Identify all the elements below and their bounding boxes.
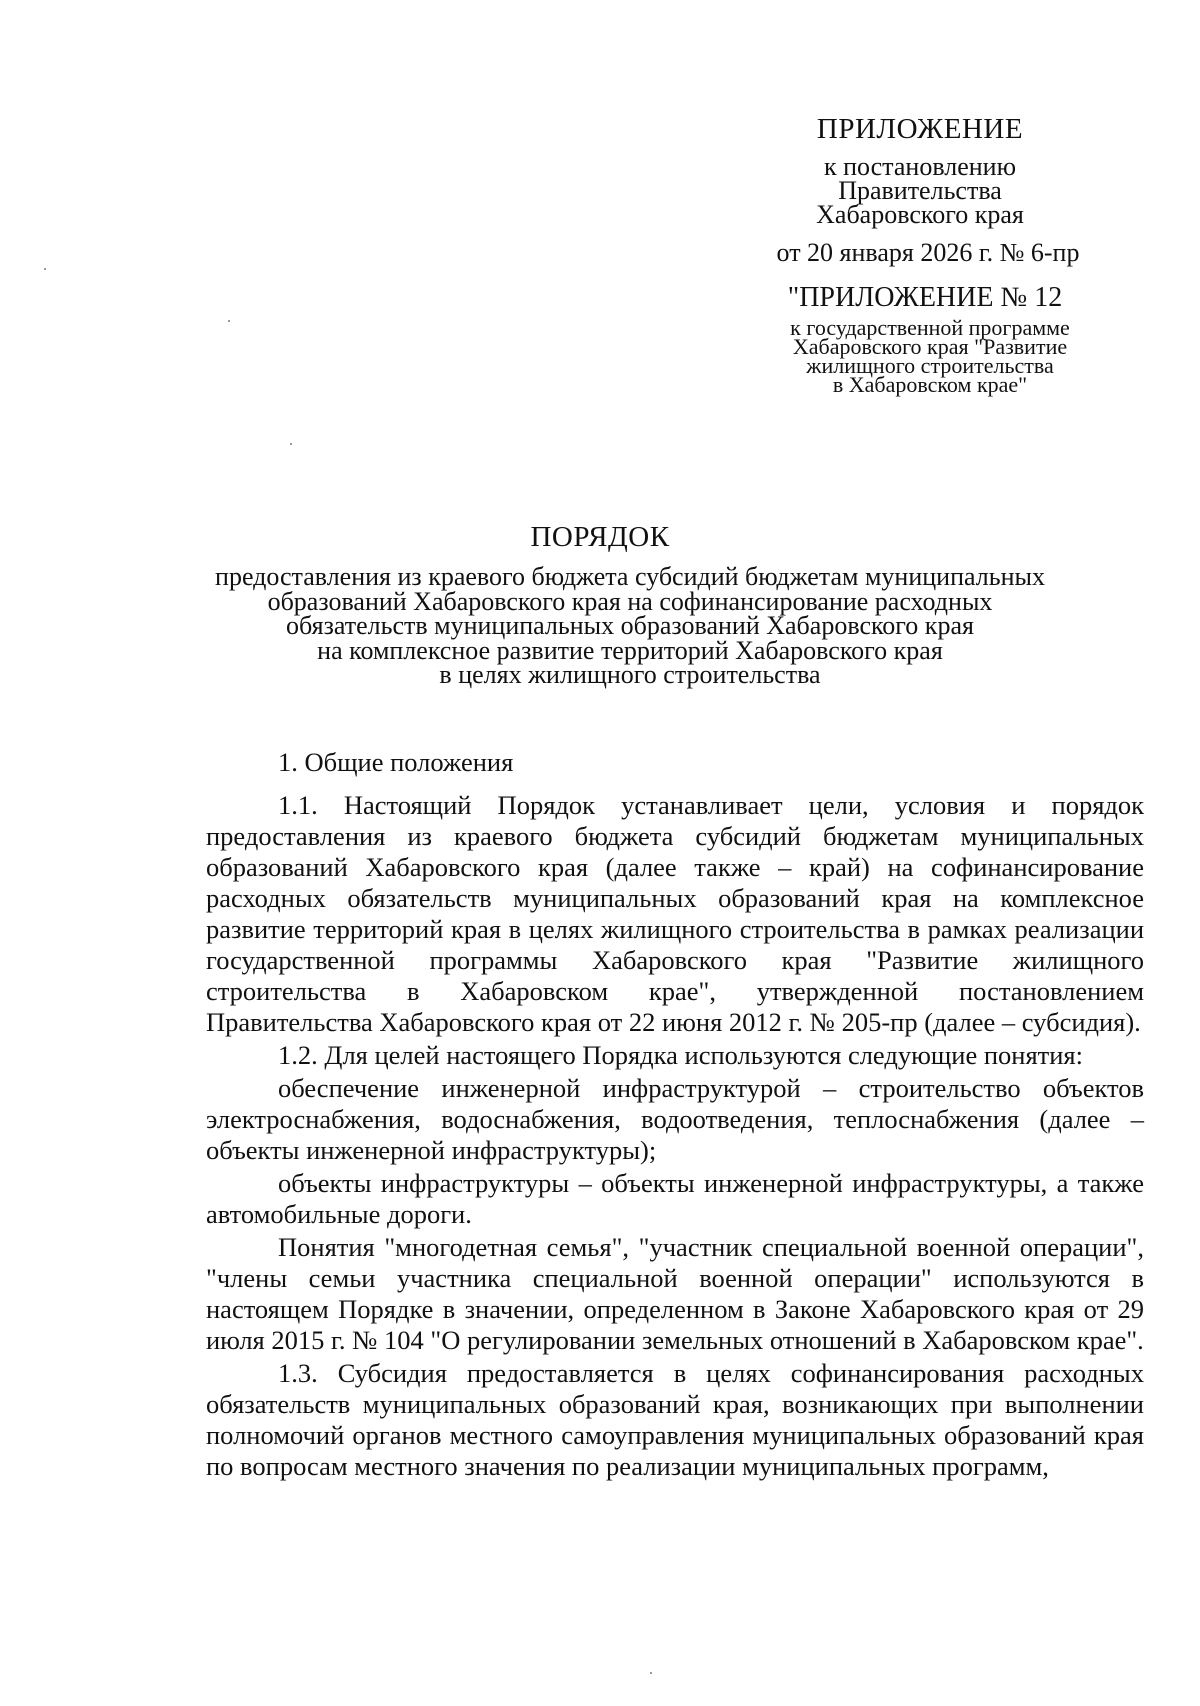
appendix-reference-line: Хабаровского края (816, 200, 1024, 229)
appendix-12-reference-line: жилищного строительства (806, 353, 1054, 378)
document-subtitle-line: на комплексное развитие территорий Хабаровского края (317, 635, 943, 665)
paragraph: Понятия "многодетная семья", "участник специальной военной операции", "члены семьи участника специальной военной операции" используются в настоящем Порядке в значении, определенном в Законе Хабаровского края от 29 июля 2015 г. № 104 "О регулировании земельных отношений в Хабаровском крае". (206, 1232, 1144, 1355)
appendix-12-reference-line: к государственной программе (790, 315, 1070, 340)
paragraph: 1.3. Субсидия предоставляется в целях софинансирования расходных обязательств муниципальных образований края, возникающих при выполнении полномочий органов местного самоуправления муниципальных образований края по вопросам местного значения по реализации муниципальных программ, (206, 1358, 1144, 1481)
appendix-12-reference-line: Хабаровского края "Развитие (792, 334, 1068, 359)
scan-speck (228, 320, 230, 322)
appendix-reference-line: к постановлению (823, 152, 1017, 181)
document-subtitle (160, 562, 1100, 689)
document-subtitle-line: образований Хабаровского края на софинансирование расходных (267, 586, 993, 616)
document-subtitle-line: предоставления из краевого бюджета субсидий бюджетам муниципальных (215, 562, 1045, 591)
appendix-heading: ПРИЛОЖЕНИЕ (816, 113, 1024, 145)
scan-speck (44, 268, 46, 270)
section-heading: 1. Общие положения (278, 747, 514, 777)
appendix-reference-line: Правительства (838, 176, 1002, 205)
document-subtitle-line: в целях жилищного строительства (439, 660, 821, 689)
scan-speck (650, 1672, 652, 1674)
appendix-12-reference-line: в Хабаровском крае" (832, 372, 1028, 397)
paragraph: объекты инфраструктуры – объекты инженерной инфраструктуры, а также автомобильные дороги. (206, 1168, 1144, 1229)
appendix-12-reference (760, 315, 1100, 397)
resolution-date: от 20 января 2026 г. № 6-пр (776, 238, 1080, 267)
document-subtitle-line: обязательств муниципальных образований Хабаровского края (286, 611, 974, 640)
paragraph: 1.2. Для целей настоящего Порядка используются следующие понятия: (278, 1040, 1083, 1070)
appendix-reference (760, 152, 1080, 229)
scan-speck (290, 443, 292, 445)
section-body (206, 790, 1144, 1484)
paragraph: обеспечение инженерной инфраструктурой – строительство объектов электроснабжения, водоснабжения, водоотведения, теплоснабжения (далее – объекты инженерной инфраструктуры); (206, 1073, 1144, 1165)
document-title: ПОРЯДОК (530, 521, 670, 553)
appendix-12-heading: "ПРИЛОЖЕНИЕ № 12 (787, 282, 1063, 313)
paragraph: 1.1. Настоящий Порядок устанавливает цели, условия и порядок предоставления из краевого бюджета субсидий бюджетам муниципальных образований Хабаровского края (далее также – край) на софинансирование расходных обязательств муниципальных образований края на комплексное развитие территорий края в целях жилищного строительства в рамках реализации государственной программы Хабаровского края "Развитие жилищного строительства в Хабаровском крае", утвержденной постановлением Правительства Хабаровского края от 22 июня 2012 г. № 205-пр (далее – субсидия). (206, 790, 1144, 1037)
